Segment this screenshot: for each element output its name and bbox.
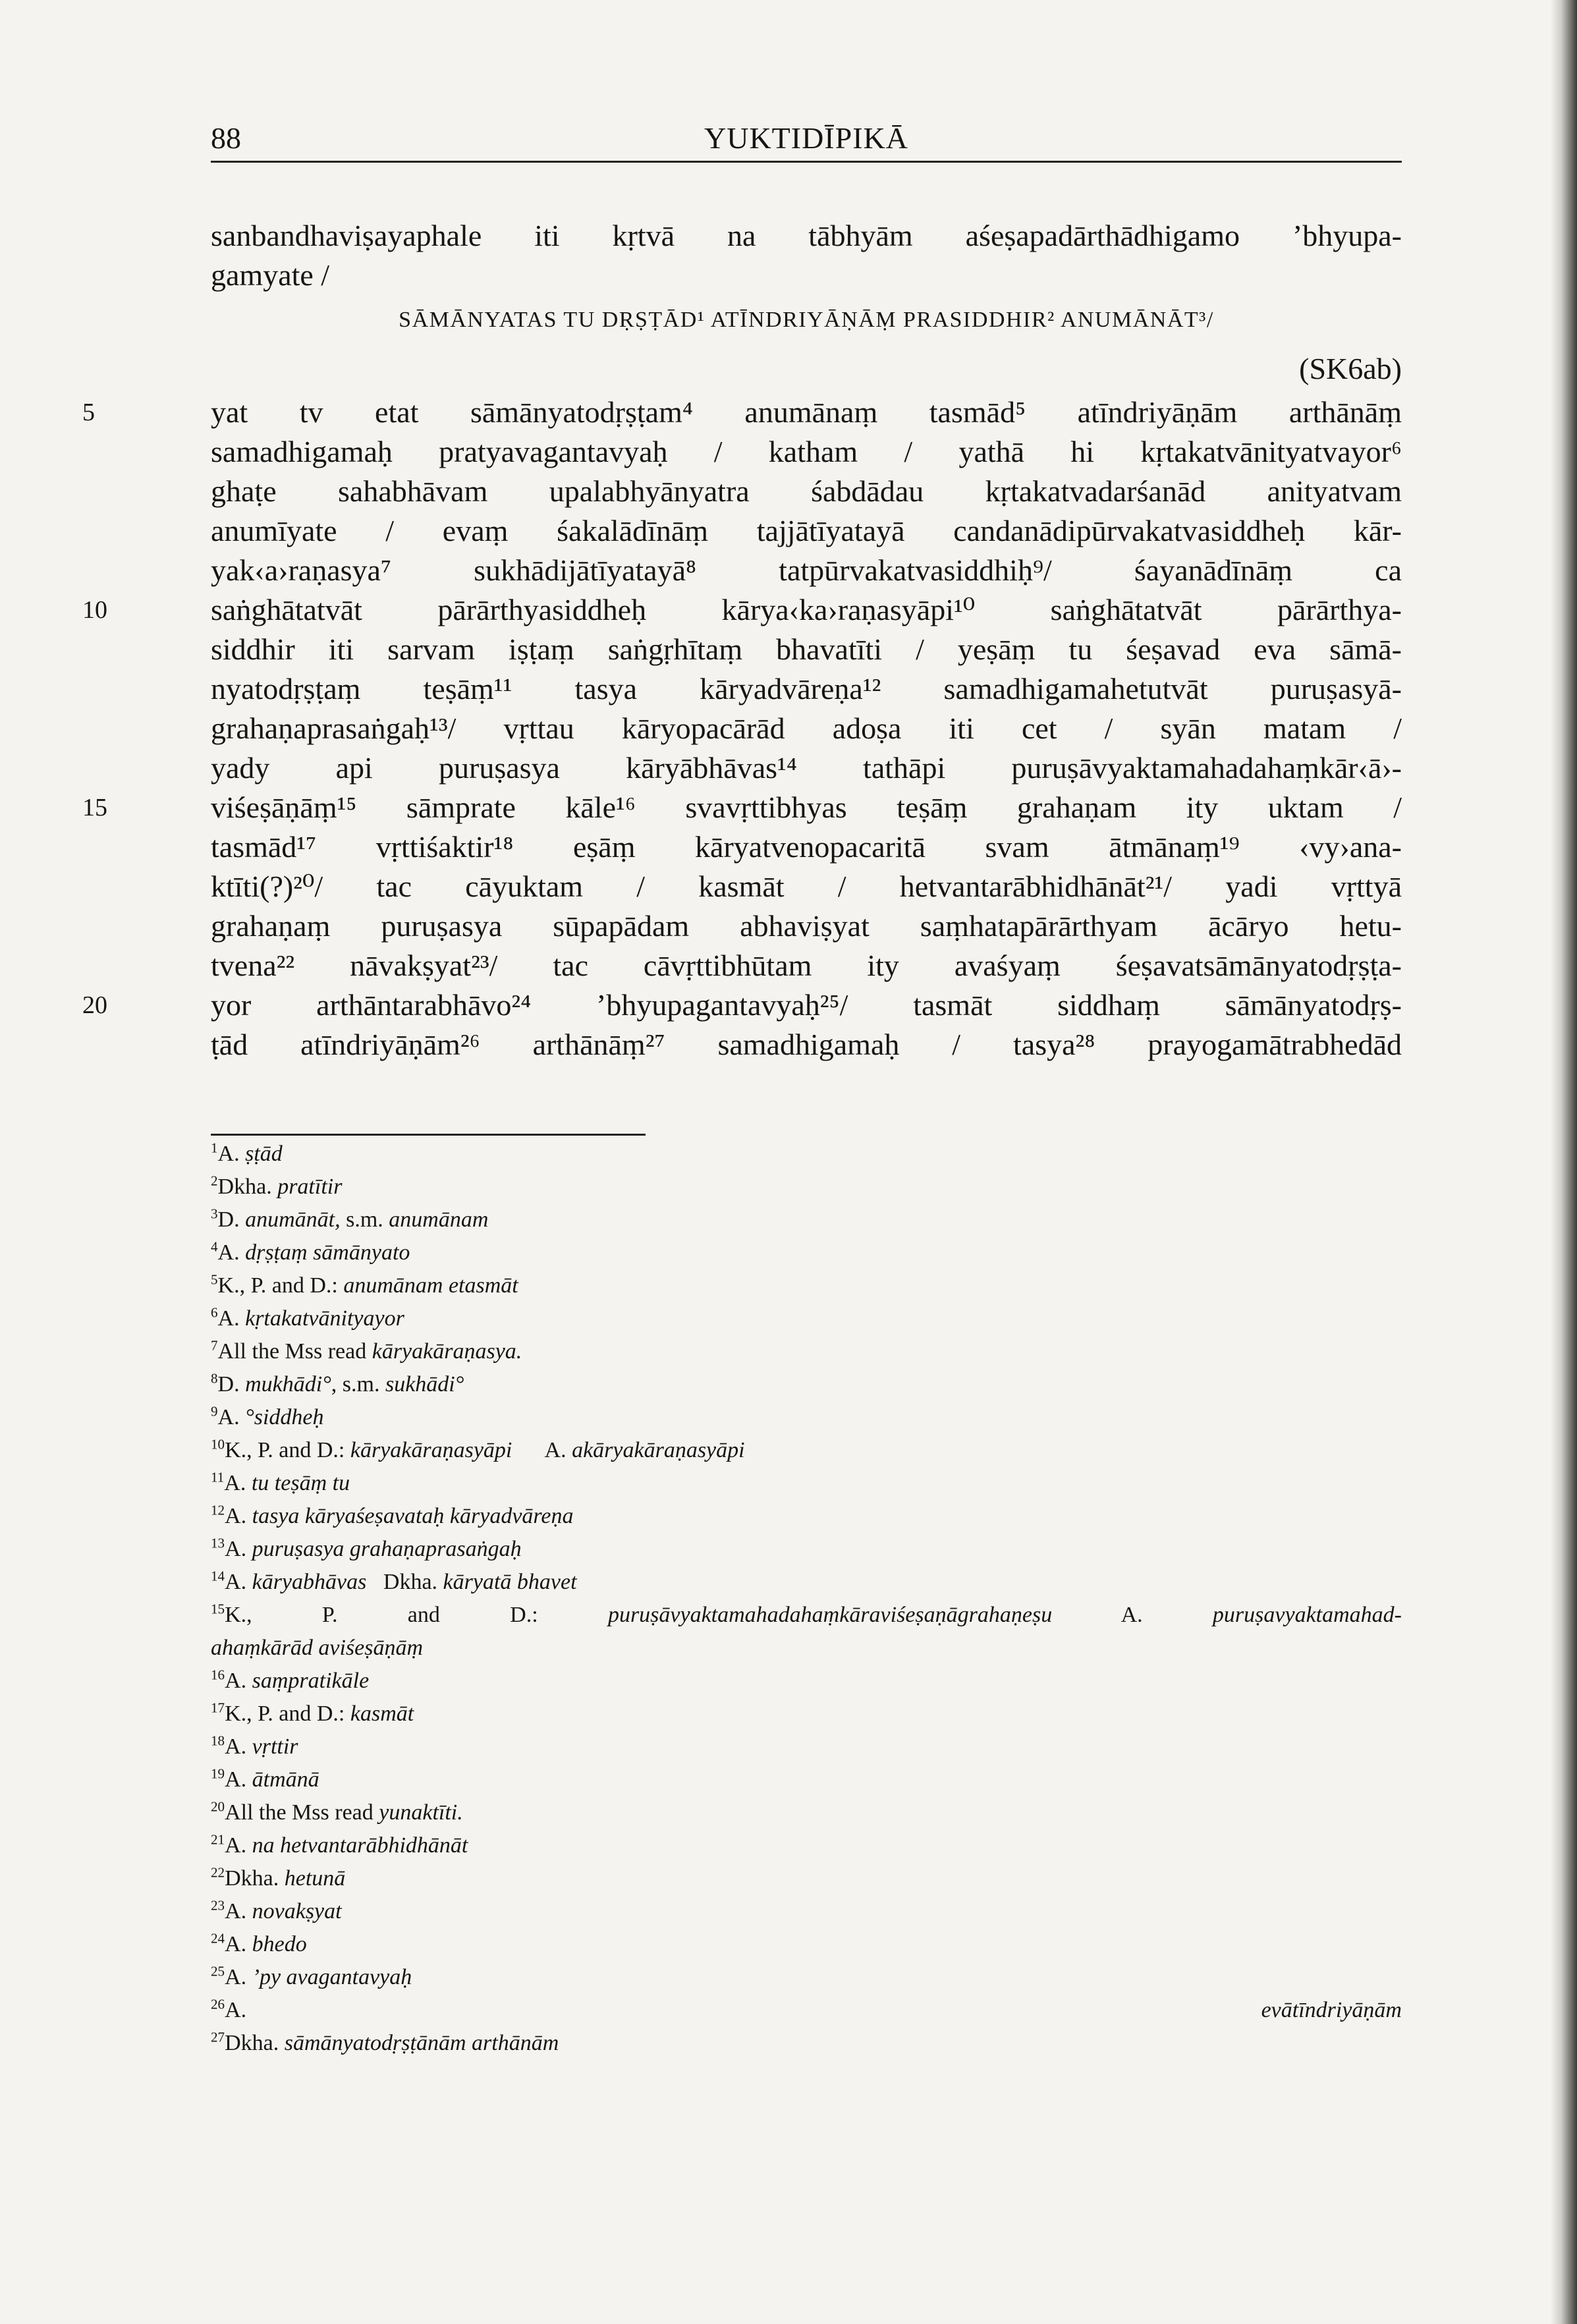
line-number: 10 [82, 596, 107, 624]
footnote [211, 1335, 1402, 1368]
text-line [211, 630, 1402, 669]
footnote-text: A. [217, 1240, 246, 1265]
line-text: yak‹a›raṇasya⁷ sukhādijātīyatayā⁸ tatpūrvakatvasiddhiḥ⁹/ śayanādīnāṃ ca [211, 553, 1402, 587]
line-text: nyatodṛṣṭaṃ teṣāṃ¹¹ tasya kāryadvāreṇa¹² samadhigamahetutvāt puruṣasyā- [211, 672, 1402, 706]
footnote-reading: anumānam etasmāt [343, 1273, 518, 1298]
verse-text: SĀMĀNYATAS TU DṚṢṬĀD¹ ATĪNDRIYĀṆĀṂ PRASIDDHIR² ANUMĀNĀT³/ [399, 308, 1214, 332]
line-text: yat tv etat sāmānyatodṛṣṭam⁴ anumānaṃ tasmād⁵ atīndriyāṇām arthānāṃ [211, 395, 1402, 429]
footnote-text: D. [217, 1372, 246, 1397]
footnote [211, 1269, 1402, 1302]
line-text: ṭād atīndriyāṇām²⁶ arthānāṃ²⁷ samadhigamaḥ / tasya²⁸ prayogamātrabhedād [211, 1028, 1402, 1061]
footnote [211, 1796, 1402, 1829]
footnote-reading: vṛttir [252, 1734, 298, 1759]
footnote [211, 1829, 1402, 1862]
footnote-text: A. [225, 1965, 252, 1989]
footnote-reading: tasya kāryaśeṣavataḥ kāryadvāreṇa [252, 1504, 574, 1528]
footnote-reading: bhedo [252, 1932, 307, 1956]
line-text: ghaṭe sahabhāvam upalabhyānyatra śabdādau kṛtakatvadarśanād anityatvam [211, 474, 1402, 508]
footnote-number: 22 [211, 1864, 225, 1881]
footnote-text: A. [225, 1669, 252, 1693]
line-text: sanbandhaviṣayaphale iti kṛtvā na tābhyām aśeṣapadārthādhigamo ’bhyupa- [211, 219, 1402, 252]
footnote-separator [211, 1134, 646, 1136]
footnote-number: 17 [211, 1700, 225, 1716]
footnote-text: s.m. [340, 1207, 389, 1232]
verse-ref-text: (SK6ab) [1299, 352, 1402, 385]
footnote-reading: sāmānyatodṛṣṭānām arthānām [284, 2031, 559, 2055]
footnotes [211, 1138, 1402, 2060]
footnote-number: 20 [211, 1798, 225, 1815]
footnote-reading: akāryakāraṇasyāpi [572, 1438, 745, 1462]
footnote-reading: yunaktīti. [379, 1800, 463, 1825]
footnote-reading: °siddheḥ [245, 1405, 324, 1429]
footnote-number: 11 [211, 1469, 225, 1485]
footnote-text: A. [225, 1899, 252, 1923]
footnote-continuation [211, 1632, 1402, 1665]
footnote-text: Dkha. [366, 1570, 443, 1594]
line-text: grahaṇaṃ puruṣasya sūpapādam abhaviṣyat saṃhatapārārthyam ācāryo hetu- [211, 909, 1402, 943]
text-line [82, 590, 1402, 630]
line-text: samadhigamaḥ pratyavagantavyaḥ / katham / yathā hi kṛtakatvānityatvayor⁶ [211, 435, 1402, 468]
footnote-reading: sukhādi° [385, 1372, 464, 1397]
footnote-number: 13 [211, 1535, 225, 1551]
line-text: ktīti(?)²⁰/ tac cāyuktam / kasmāt / hetvantarābhidhānāt²¹/ yadi vṛttyā [211, 870, 1402, 903]
footnote-text: A. [225, 1932, 252, 1956]
line-number: 15 [82, 794, 107, 821]
footnote-reading: na hetvantarābhidhānāt [252, 1833, 468, 1858]
footnote-number: 6 [211, 1304, 218, 1321]
text-line [82, 788, 1402, 827]
footnote-text: A. [224, 1471, 252, 1495]
line-text: anumīyate / evaṃ śakalādīnāṃ tajjātīyatayā candanādipūrvakatvasiddheḥ kār- [211, 514, 1402, 547]
footnote-reading: saṃpratikāle [252, 1669, 370, 1693]
line-number: 5 [82, 399, 95, 426]
footnote-number: 26 [211, 1996, 225, 2012]
text-line [211, 1025, 1402, 1065]
footnote-number: 18 [211, 1732, 225, 1749]
footnote-reading: puruṣavyaktamahad- [1212, 1603, 1402, 1627]
footnote [211, 1895, 1402, 1928]
footnote [211, 1730, 1402, 1763]
text-line [211, 256, 1402, 295]
footnote-reading: puruṣasya grahaṇaprasaṅgaḥ [252, 1537, 522, 1561]
main-text [82, 216, 1402, 1065]
footnote-text: A. [225, 1767, 252, 1792]
footnote [211, 1467, 1402, 1500]
footnote-reading: kasmāt [350, 1702, 414, 1726]
footnote-number: 19 [211, 1765, 225, 1782]
footnote-reading: novakṣyat [252, 1899, 342, 1923]
text-line [211, 709, 1402, 748]
footnote-reading: mukhādi° [245, 1372, 331, 1397]
text-line [211, 867, 1402, 906]
book-spine-shadow [1551, 0, 1577, 2324]
footnote [211, 1434, 1402, 1467]
footnote-text: A. [225, 1504, 252, 1528]
line-text: saṅghātatvāt pārārthyasiddheḥ kārya‹ka›raṇasyāpi¹⁰ saṅghātatvāt pārārthya- [211, 593, 1402, 626]
text-line [211, 432, 1402, 472]
footnote-reading: anumānāt, [245, 1207, 341, 1232]
page-number: 88 [211, 121, 241, 155]
footnote-reading: evātīndriyāṇām [1261, 1998, 1402, 2022]
line-text: gamyate / [211, 258, 330, 292]
footnote-text: K., P. and D.: [225, 1702, 350, 1726]
footnote-text: Dkha. [225, 2031, 285, 2055]
footnote-reading: kāryakāraṇasya. [372, 1339, 522, 1364]
footnote-text: A. [225, 1537, 252, 1561]
footnote-number: 21 [211, 1831, 225, 1848]
text-line [211, 946, 1402, 985]
footnote-text: D. [217, 1207, 246, 1232]
text-line [211, 827, 1402, 867]
footnote-reading: ātmānā [252, 1767, 319, 1792]
footnote [211, 1500, 1402, 1533]
footnote-number: 3 [211, 1205, 218, 1222]
footnote [211, 1763, 1402, 1796]
footnote [211, 1698, 1402, 1730]
footnote-number: 9 [211, 1403, 218, 1420]
text-line [82, 393, 1402, 432]
footnote-reading: ’py avagantavyaḥ [252, 1965, 412, 1989]
text-line [211, 906, 1402, 946]
footnote-reading: tu teṣāṃ tu [251, 1471, 350, 1495]
footnote [211, 1599, 1402, 1632]
footnote-text: A. [225, 1570, 252, 1594]
footnote [211, 1401, 1402, 1434]
text-line [211, 472, 1402, 511]
footnote [211, 1236, 1402, 1269]
footnote-reading: pratītir [277, 1175, 343, 1199]
footnote [211, 1566, 1402, 1599]
footnote [211, 1961, 1402, 1994]
footnote-reading: anumānam [389, 1207, 489, 1232]
footnote [211, 1204, 1402, 1236]
footnote [211, 1665, 1402, 1698]
text-line [82, 985, 1402, 1025]
footnote-text: All the Mss read [225, 1800, 379, 1825]
footnote-reading: hetunā [284, 1866, 346, 1891]
footnote-number: 5 [211, 1271, 218, 1288]
footnote-number: 16 [211, 1667, 225, 1683]
footnote [211, 1994, 1402, 2027]
footnote [211, 1302, 1402, 1335]
footnote-number: 7 [211, 1337, 218, 1354]
footnote-number: 23 [211, 1897, 225, 1914]
footnote-text: A. [217, 1306, 246, 1331]
text-line [211, 669, 1402, 709]
footnote-text: A. [512, 1438, 572, 1462]
text-line [211, 216, 1402, 256]
text-line [211, 511, 1402, 551]
footnote-number: 27 [211, 2029, 225, 2045]
line-text: tasmād¹⁷ vṛttiśaktir¹⁸ eṣāṃ kāryatvenopacaritā svam ātmānaṃ¹⁹ ‹vy›ana- [211, 830, 1402, 864]
footnote [211, 1171, 1402, 1204]
line-text: siddhir iti sarvam iṣṭaṃ saṅgṛhītaṃ bhavatīti / yeṣāṃ tu śeṣavad eva sāmā- [211, 632, 1402, 666]
footnote-reading: ahaṃkārād aviśeṣāṇāṃ [211, 1636, 424, 1660]
footnote-reading: puruṣāvyaktamahadahaṃkāraviśeṣaṇāgrahaṇeṣu [607, 1603, 1053, 1627]
footnote-number: 1 [211, 1140, 218, 1156]
running-title: YUKTIDĪPIKĀ [704, 121, 908, 155]
line-text: viśeṣāṇāṃ¹⁵ sāmprate kāle¹⁶ svavṛttibhyas teṣāṃ grahaṇam ity uktam / [211, 790, 1402, 824]
footnote-reading: kāryakāraṇasyāpi [350, 1438, 512, 1462]
karika-verse [211, 295, 1402, 345]
footnote-number: 8 [211, 1370, 218, 1387]
footnote [211, 1533, 1402, 1566]
footnote [211, 1928, 1402, 1961]
text-line [211, 748, 1402, 788]
footnote-text: Dkha. [225, 1866, 285, 1891]
line-text: yady api puruṣasya kāryābhāvas¹⁴ tathāpi puruṣāvyaktamahadahaṃkār‹ā›- [211, 751, 1402, 785]
footnote [211, 1138, 1402, 1171]
footnote [211, 1368, 1402, 1401]
footnote-text: All the Mss read [217, 1339, 372, 1364]
line-text: grahaṇaprasaṅgaḥ¹³/ vṛttau kāryopacārād adoṣa iti cet / syān matam / [211, 711, 1402, 745]
line-number: 20 [82, 991, 107, 1019]
footnote-number: 4 [211, 1238, 218, 1255]
footnote [211, 2027, 1402, 2060]
footnote-number: 2 [211, 1173, 218, 1189]
footnote-text: K., P. and D.: [225, 1438, 350, 1462]
footnote-reading: ṣṭād [245, 1142, 283, 1166]
footnote [211, 1862, 1402, 1895]
footnote-reading: kāryatā bhavet [443, 1570, 577, 1594]
footnote-number: 10 [211, 1436, 225, 1452]
verse-reference [211, 345, 1402, 393]
page-header [211, 113, 1402, 163]
footnote-text: A. [225, 1998, 1261, 2022]
footnote-text: Dkha. [217, 1175, 278, 1199]
footnote-text: A. [217, 1142, 246, 1166]
line-text: yor arthāntarabhāvo²⁴ ’bhyupagantavyaḥ²⁵/ tasmāt siddhaṃ sāmānyatodṛṣ- [211, 988, 1402, 1022]
text-line [211, 551, 1402, 590]
footnote-number: 15 [211, 1601, 225, 1617]
footnote-number: 12 [211, 1502, 225, 1518]
footnote-reading: kāryabhāvas [252, 1570, 367, 1594]
footnote-text: A. [225, 1734, 252, 1759]
line-text: tvena²² nāvakṣyat²³/ tac cāvṛttibhūtam ity avaśyaṃ śeṣavatsāmānyatodṛṣṭa- [211, 949, 1402, 982]
footnote-text: K., P. and D.: [225, 1603, 608, 1627]
footnote-text: , s.m. [331, 1372, 385, 1397]
footnote-number: 24 [211, 1930, 225, 1947]
footnote-text: A. [225, 1833, 252, 1858]
footnote-number: 25 [211, 1963, 225, 1979]
footnote-reading: dṛṣṭaṃ sāmānyato [245, 1240, 410, 1265]
footnote-text: K., P. and D.: [217, 1273, 344, 1298]
footnote-number: 14 [211, 1568, 225, 1584]
footnote-text: A. [217, 1405, 246, 1429]
footnote-text: A. [1052, 1603, 1213, 1627]
footnote-reading: kṛtakatvānityayor [245, 1306, 404, 1331]
